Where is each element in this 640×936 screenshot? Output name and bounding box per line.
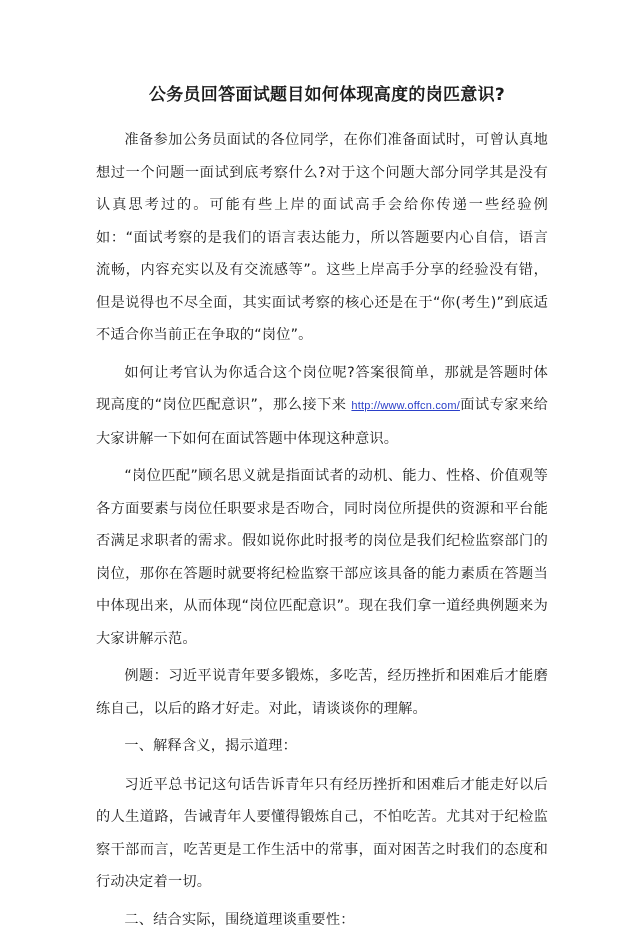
paragraph-job-match-text-before: 如何让考官认为你适合这个岗位呢?答案很简单，那就是答题时体现高度的“岗位匹配意识”，那么接下来 — [96, 365, 548, 414]
paragraph-job-match-text-after: 面试专家来给大家讲解一下如何在面试答题中体现这种意识。 — [96, 397, 548, 447]
paragraph-intro: 准备参加公务员面试的各位同学，在你们准备面试时，可曾认真地想过一个问题一面试到底考察什么?对于这个问题大部分同学其是没有认真思考过的。可能有些上岸的面试高手会给你传递一些经验例如：“面试考察的是我们的语言表达能力，所以答题要内心自信，语言流畅，内容充实以及有交流感等”。这些上岸高手分享的经验没有错，但是说得也不尽全面，其实面试考察的核心还是在于“你(考生)”到底适不适合你当前正在争取的“岗位”。 — [96, 124, 548, 352]
paragraph-job-match — [96, 357, 548, 456]
paragraph-example: 例题：习近平说青年要多锻炼，多吃苦，经历挫折和困难后才能磨练自己，以后的路才好走。对此，请谈谈你的理解。 — [96, 660, 548, 725]
section-heading-1: 一、解释含义，揭示道理： — [96, 730, 548, 763]
document-title: 公务员回答面试题目如何体现高度的岗匹意识? — [96, 84, 548, 106]
paragraph-explanation: 习近平总书记这句话告诉青年只有经历挫折和困难后才能走好以后的人生道路，告诫青年人要懂得锻炼自己，不怕吃苦。尤其对于纪检监察干部而言，吃苦更是工作生活中的常事，面对困苦之时我们的态度和行动决定着一切。 — [96, 769, 548, 899]
paragraph-definition: “岗位匹配”顾名思义就是指面试者的动机、能力、性格、价值观等各方面要素与岗位任职要求是否吻合，同时岗位所提供的资源和平台能否满足求职者的需求。假如说你此时报考的岗位是我们纪检监察部门的岗位，那你在答题时就要将纪检监察干部应该具备的能力素质在答题当中体现出来，从而体现“岗位匹配意识”。现在我们拿一道经典例题来为大家讲解示范。 — [96, 460, 548, 655]
section-heading-2: 二、结合实际，围绕道理谈重要性： — [96, 904, 548, 936]
offcn-link[interactable]: http://www.offcn.com/ — [351, 400, 460, 412]
